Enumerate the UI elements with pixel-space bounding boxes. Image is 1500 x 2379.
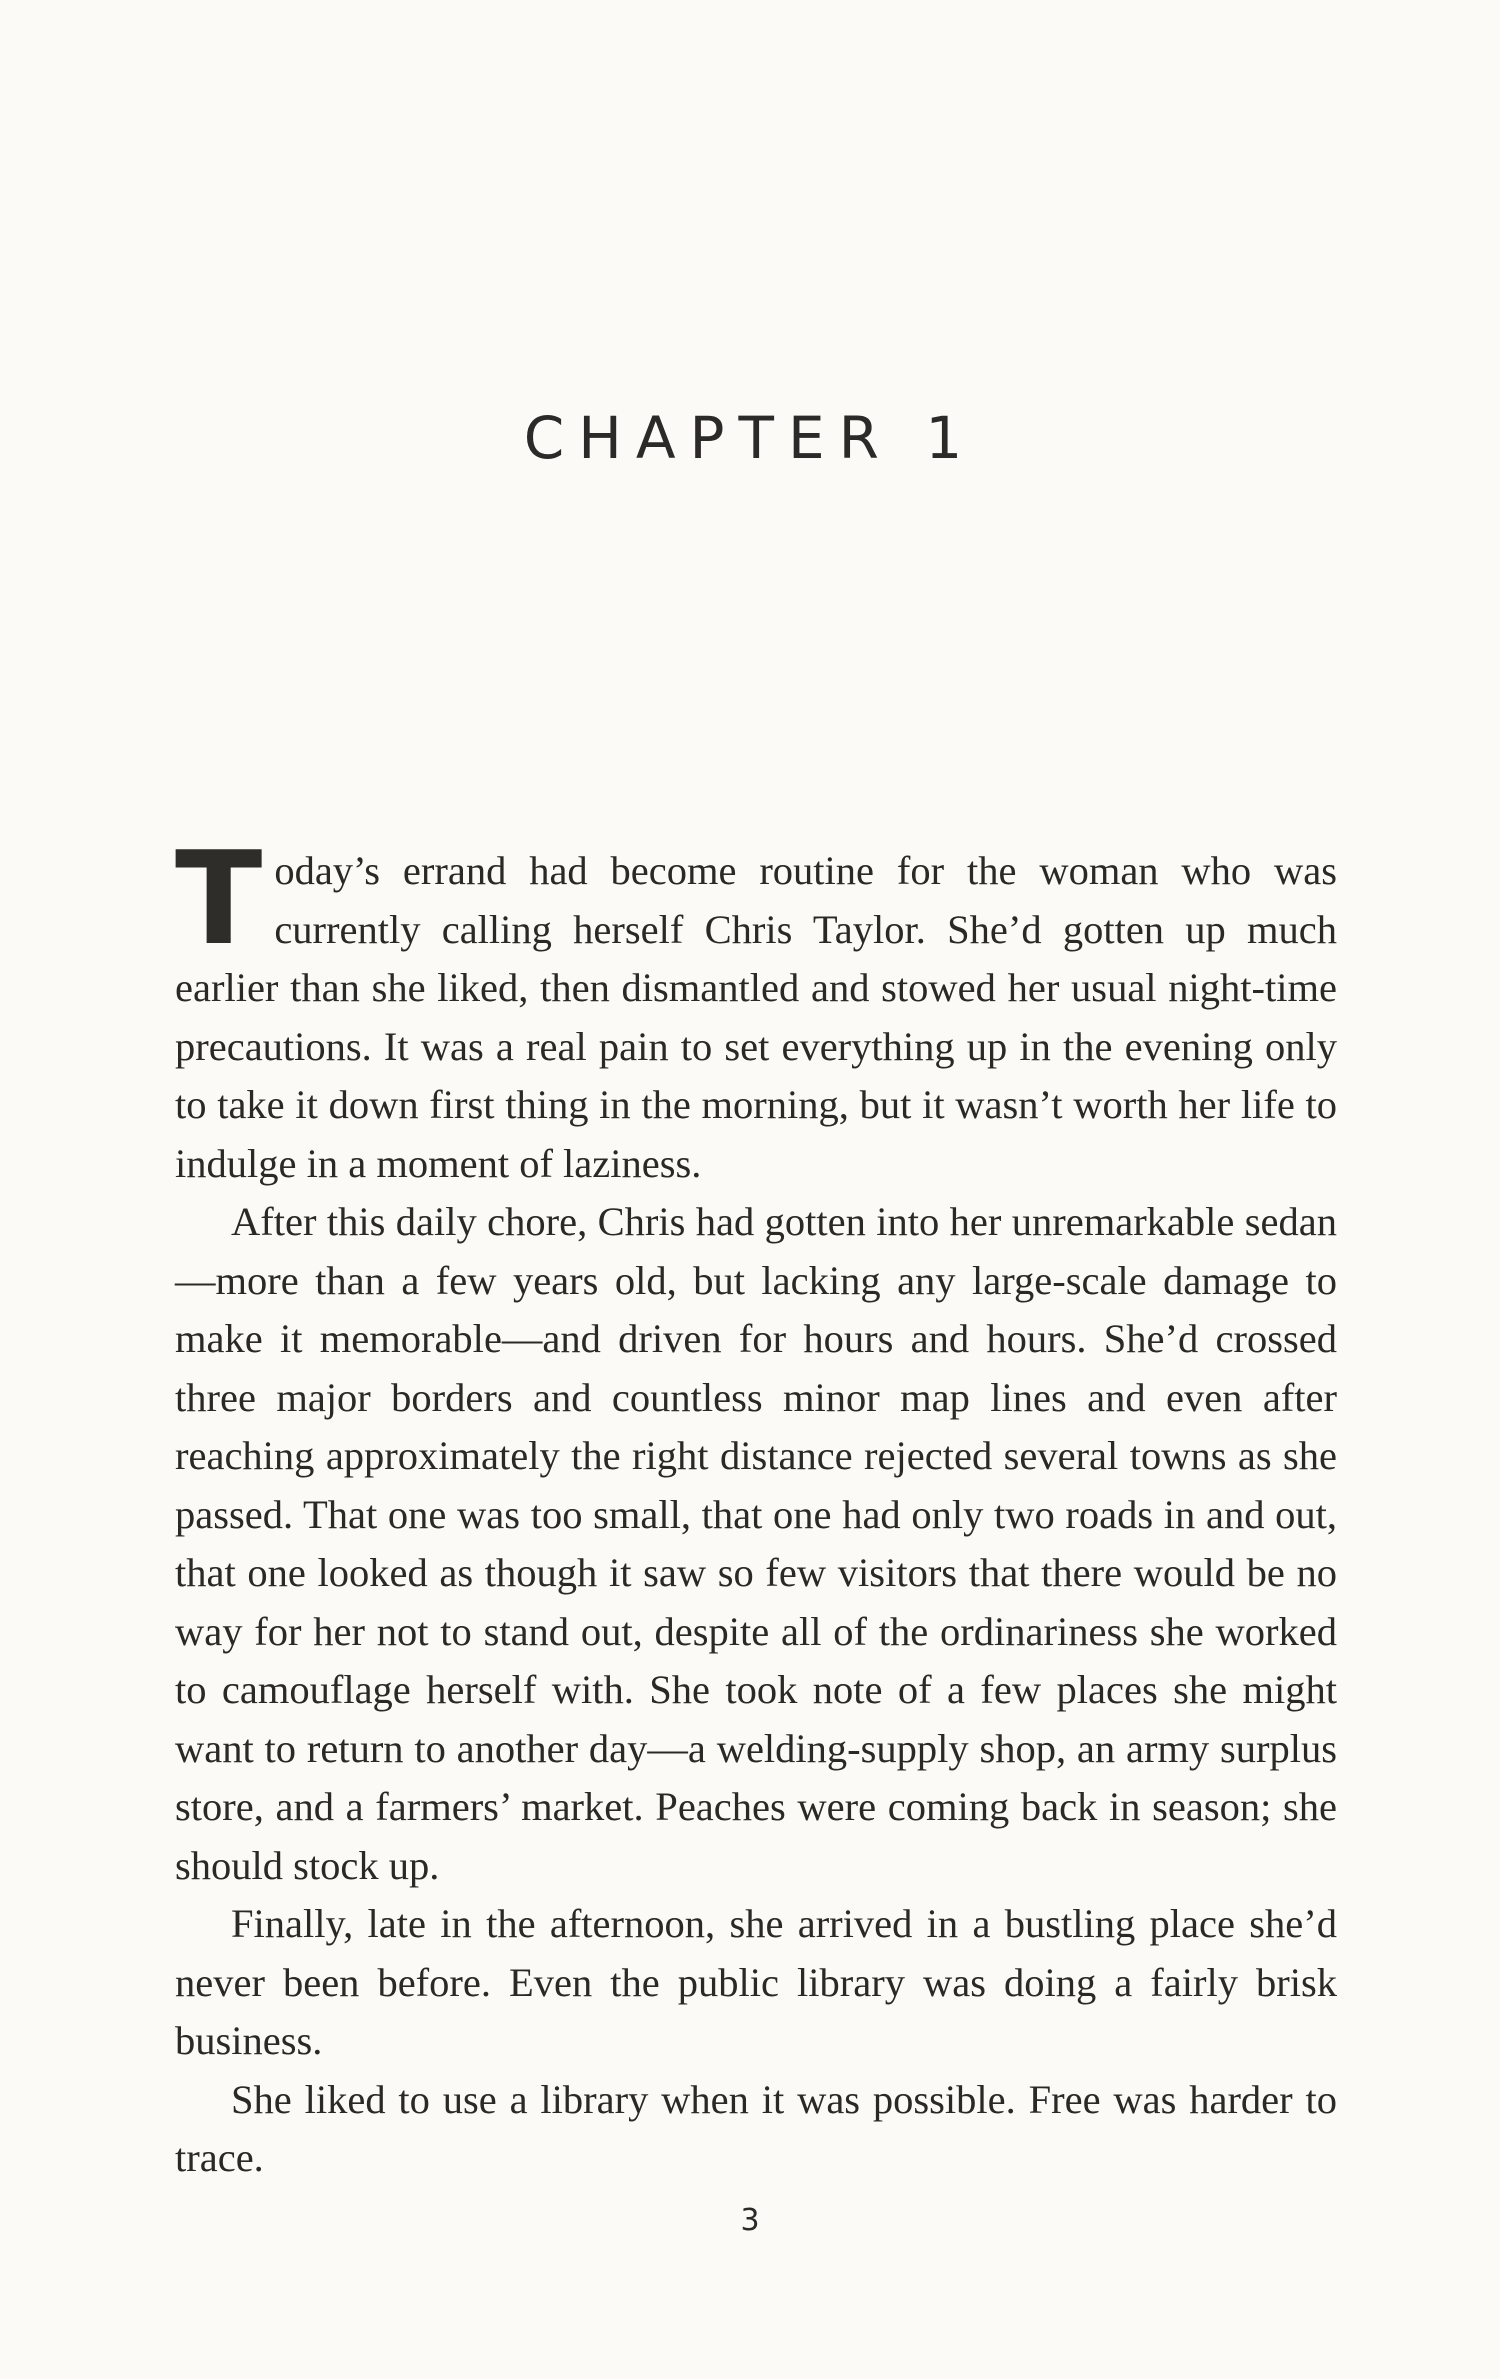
paragraph-4: She liked to use a library when it was possible. Free was harder to trace. (175, 2076, 1337, 2180)
page-number: 3 (740, 2203, 760, 2238)
chapter-heading: CHAPTER 1 (523, 404, 977, 472)
chapter-body (175, 825, 1337, 2188)
paragraph-2: After this daily chore, Chris had gotten into her unremarkable sedan—more than a few years old, but lacking any large-scale damage to make it memorable—and driven for hours and hours. She’d crossed three major borders and countless minor map lines and even after reaching approximately the right distance rejected several towns as she passed. That one was too small, that one had only two roads in and out, that one looked as though it saw so few visitors that there would be no way for her not to stand out, despite all of the ordinariness she worked to camouflage herself with. She took note of a few places she might want to return to another day—a welding-supply shop, an army surplus store, and a farmers’ market. Peaches were coming back in season; she should stock up. (175, 1199, 1337, 1888)
paragraph-1 (175, 825, 1337, 1193)
paragraph-1-text: oday’s errand had become routine for the woman who was currently calling herself Chris Taylor. She’d gotten up much earlier than she liked, then dismantled and stowed her usual night-time precautions. It was a real pain to set everything up in the evening only to take it down first thing in the morning, but it wasn’t worth her life to indulge in a moment of laziness. (175, 848, 1337, 1186)
drop-cap: T (175, 825, 263, 974)
paragraph-3: Finally, late in the afternoon, she arrived in a bustling place she’d never been before. Even the public library was doing a fairly brisk business. (175, 1901, 1337, 2063)
